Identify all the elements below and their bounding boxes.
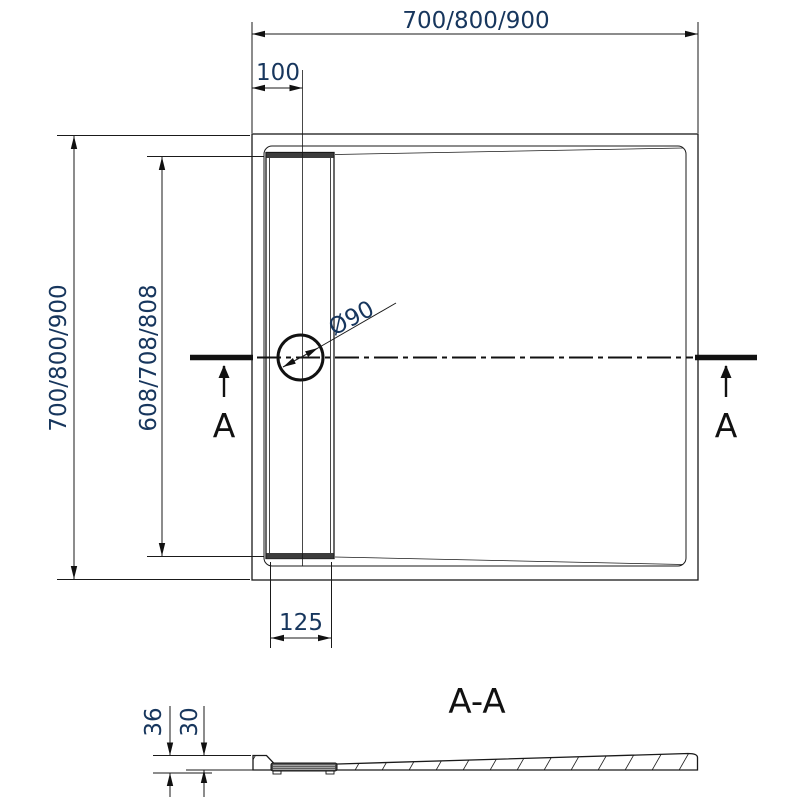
dim-channel-width (271, 562, 332, 648)
dim-drain-offset (252, 60, 303, 566)
dim-drain-diameter-label: Ø90 (324, 296, 379, 342)
dim-drain-offset-label: 100 (256, 60, 300, 86)
dim-inner-depth (177, 706, 262, 797)
dim-left-height-label: 700/800/900 (46, 284, 72, 432)
section-marker-right-label: A (714, 406, 738, 445)
tray-inner-edge (264, 146, 686, 566)
floor-slope-lines (335, 148, 683, 565)
dim-channel-length-label: 608/708/808 (136, 284, 162, 432)
dim-total-height-label: 36 (141, 707, 167, 737)
section-title: A-A (448, 682, 506, 722)
dim-top-width (252, 8, 698, 133)
channel-bottom-cap (267, 553, 334, 559)
dim-inner-depth-label: 30 (177, 707, 203, 737)
section-view (141, 682, 698, 797)
plan-view (46, 8, 757, 648)
section-marker-left-label: A (212, 406, 236, 445)
section-drain-cover (271, 763, 337, 774)
dim-top-width-label: 700/800/900 (402, 8, 550, 34)
channel-top-cap (267, 153, 334, 158)
dim-channel-width-label: 125 (279, 610, 323, 636)
